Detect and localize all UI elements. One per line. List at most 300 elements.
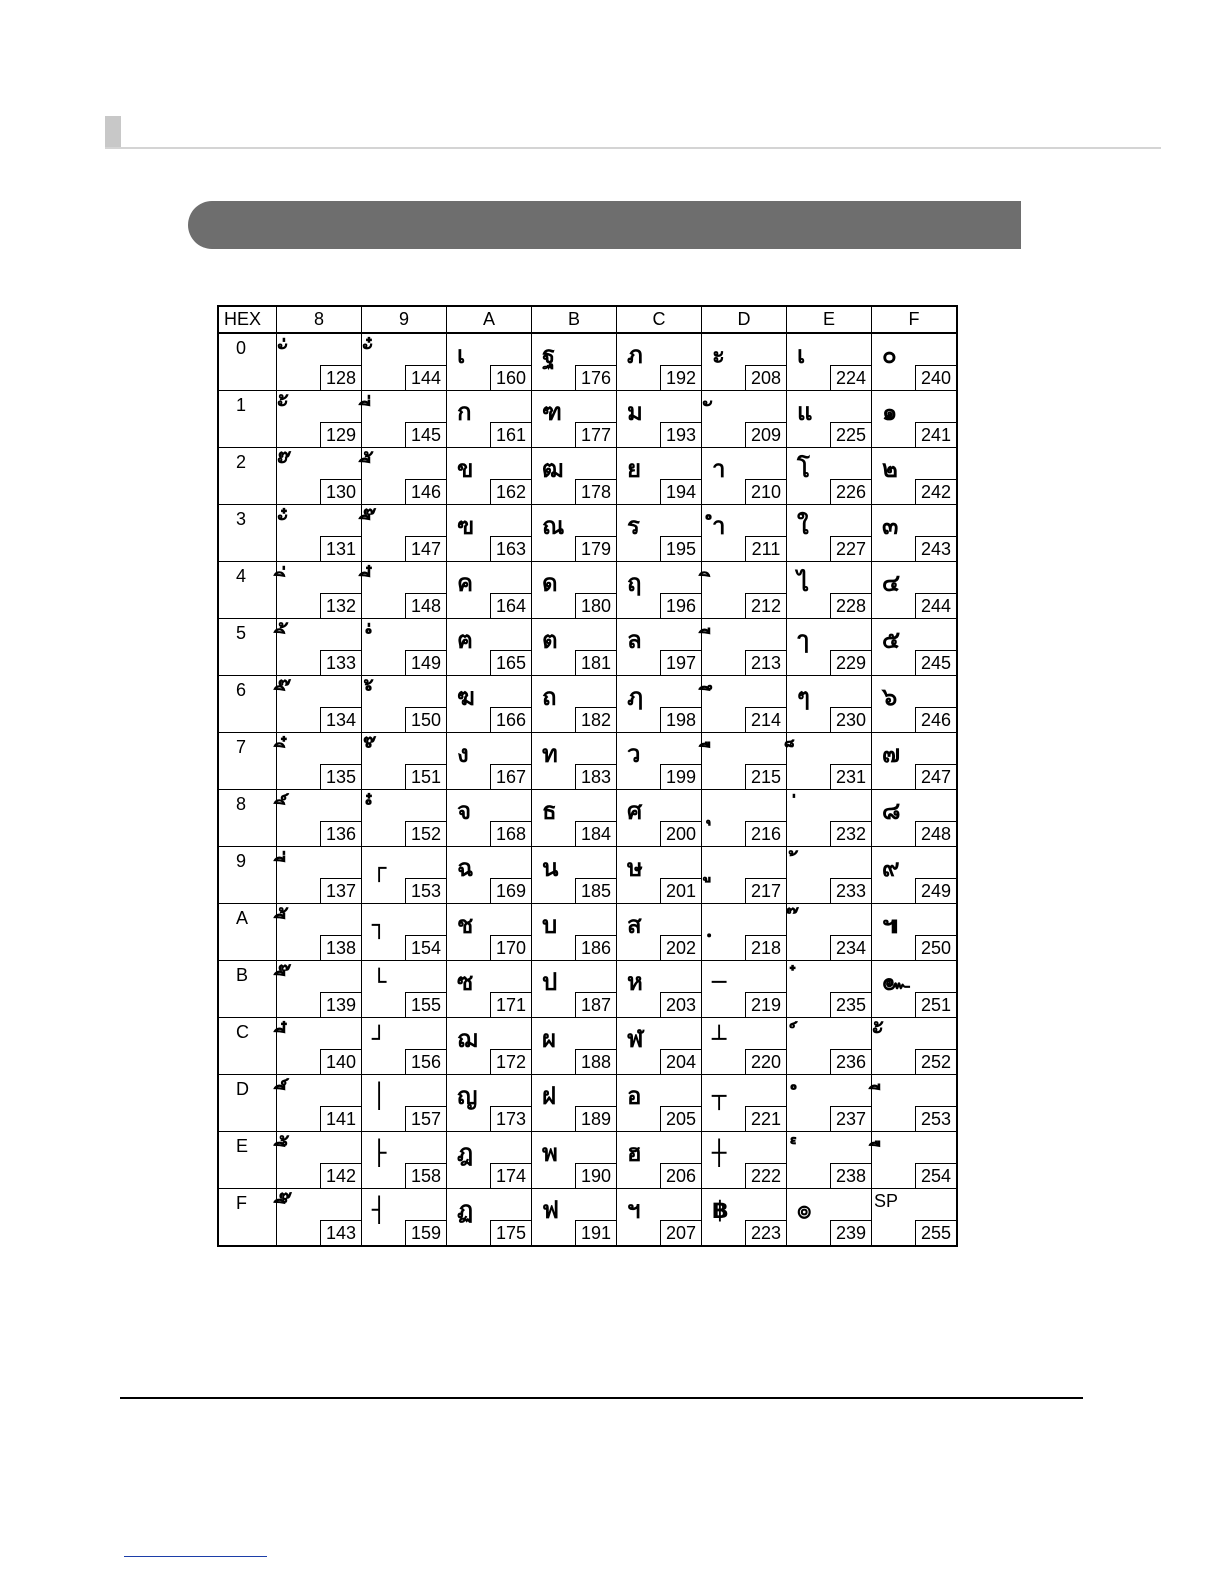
char-cell	[532, 391, 617, 448]
column-header: B	[532, 306, 617, 333]
row-hex-label: C	[218, 1018, 277, 1075]
char-code: 190	[575, 1163, 616, 1188]
char-cell	[532, 961, 617, 1018]
char-cell	[872, 1075, 958, 1132]
char-code: 173	[490, 1106, 531, 1131]
char-code: 211	[745, 536, 786, 561]
char-code: 176	[575, 365, 616, 390]
char-code: 163	[490, 536, 531, 561]
char-glyph: ฎ	[457, 1139, 474, 1167]
char-cell	[447, 676, 532, 733]
char-cell	[617, 904, 702, 961]
char-code: 159	[405, 1220, 446, 1245]
char-cell	[787, 505, 872, 562]
char-glyph: ├	[372, 1139, 387, 1167]
char-code: 171	[490, 992, 531, 1017]
char-cell	[617, 619, 702, 676]
table-row	[218, 391, 957, 448]
char-code: 224	[830, 365, 871, 390]
char-cell	[447, 904, 532, 961]
char-code: 158	[405, 1163, 446, 1188]
char-code: 232	[830, 821, 871, 846]
char-cell	[532, 1189, 617, 1247]
char-code: 203	[660, 992, 701, 1017]
char-cell	[447, 448, 532, 505]
char-code: 165	[490, 650, 531, 675]
char-glyph: ๖	[882, 683, 898, 711]
char-cell	[362, 333, 447, 391]
char-cell	[617, 505, 702, 562]
char-cell	[702, 391, 787, 448]
char-cell	[702, 1018, 787, 1075]
char-cell	[787, 448, 872, 505]
char-code: 129	[320, 422, 361, 447]
char-cell	[362, 562, 447, 619]
row-hex-label: 7	[218, 733, 277, 790]
char-code: 241	[915, 422, 956, 447]
char-glyph: ๒	[882, 455, 898, 483]
row-hex-label: 0	[218, 333, 277, 391]
char-glyph: ศ	[627, 797, 643, 825]
char-cell	[872, 619, 958, 676]
char-cell	[617, 847, 702, 904]
char-glyph: ท	[542, 740, 558, 768]
char-code: 144	[405, 365, 446, 390]
char-glyph: ฬ	[627, 1025, 644, 1053]
char-cell	[532, 1132, 617, 1189]
char-glyph: ร	[627, 512, 640, 540]
char-cell	[362, 1018, 447, 1075]
char-cell	[872, 448, 958, 505]
char-cell	[787, 676, 872, 733]
char-cell	[617, 790, 702, 847]
column-header: D	[702, 306, 787, 333]
char-code: 194	[660, 479, 701, 504]
table-row	[218, 333, 957, 391]
row-hex-label: F	[218, 1189, 277, 1247]
char-cell	[277, 904, 362, 961]
char-glyph: ด	[542, 569, 558, 597]
char-code: 172	[490, 1049, 531, 1074]
char-code: 155	[405, 992, 446, 1017]
char-glyph: ┤	[372, 1196, 387, 1224]
section-marker	[105, 116, 121, 148]
char-cell	[617, 1132, 702, 1189]
char-code: 228	[830, 593, 871, 618]
char-glyph: โ	[797, 455, 810, 483]
char-code: 162	[490, 479, 531, 504]
char-cell	[872, 961, 958, 1018]
char-cell	[532, 676, 617, 733]
char-cell	[362, 391, 447, 448]
char-code: 142	[320, 1163, 361, 1188]
char-glyph: ย	[627, 455, 642, 483]
char-cell	[447, 1132, 532, 1189]
char-code: 130	[320, 479, 361, 504]
char-glyph: ก	[457, 398, 472, 426]
char-cell	[617, 733, 702, 790]
char-code: 206	[660, 1163, 701, 1188]
char-cell	[702, 562, 787, 619]
char-glyph: เ	[457, 341, 466, 369]
char-cell	[277, 1018, 362, 1075]
char-cell	[532, 333, 617, 391]
char-cell	[447, 790, 532, 847]
char-glyph: ๚	[882, 911, 899, 939]
char-glyph: ฤ	[627, 569, 642, 597]
char-code: 252	[915, 1049, 956, 1074]
char-cell	[787, 1189, 872, 1247]
char-cell	[702, 904, 787, 961]
char-cell	[787, 1132, 872, 1189]
char-cell	[702, 733, 787, 790]
char-cell	[277, 733, 362, 790]
char-glyph: ๐	[882, 341, 897, 369]
char-glyph: ม	[627, 398, 643, 426]
table-row	[218, 1132, 957, 1189]
char-cell	[702, 1132, 787, 1189]
char-cell	[362, 1132, 447, 1189]
char-glyph: ┬	[712, 1082, 727, 1110]
char-cell	[532, 733, 617, 790]
hex-corner-label: HEX	[218, 306, 277, 333]
char-cell	[447, 847, 532, 904]
char-glyph: ฿	[712, 1196, 729, 1224]
char-glyph: ฒ	[542, 455, 564, 483]
char-glyph: ┘	[372, 1025, 387, 1053]
table-row	[218, 448, 957, 505]
char-cell	[872, 676, 958, 733]
char-glyph: └	[372, 968, 387, 996]
table-row	[218, 733, 957, 790]
char-code: 168	[490, 821, 531, 846]
row-hex-label: A	[218, 904, 277, 961]
char-glyph: ป	[542, 968, 558, 996]
char-code: 255	[915, 1220, 956, 1245]
char-code: 236	[830, 1049, 871, 1074]
char-code: 233	[830, 878, 871, 903]
char-cell	[702, 961, 787, 1018]
char-glyph: ง	[457, 740, 469, 768]
char-cell	[447, 333, 532, 391]
row-hex-label: 8	[218, 790, 277, 847]
row-hex-label: E	[218, 1132, 277, 1189]
char-code: 248	[915, 821, 956, 846]
char-glyph: ๙	[882, 854, 900, 882]
char-cell	[532, 1018, 617, 1075]
char-glyph: ว	[627, 740, 641, 768]
char-code: 250	[915, 935, 956, 960]
char-cell	[872, 505, 958, 562]
char-code: 222	[745, 1163, 786, 1188]
table-row	[218, 1189, 957, 1247]
row-hex-label: 2	[218, 448, 277, 505]
char-glyph: ─	[712, 968, 727, 996]
char-code: 249	[915, 878, 956, 903]
row-hex-label: 1	[218, 391, 277, 448]
char-glyph: ฐ	[542, 341, 556, 369]
char-cell	[447, 1189, 532, 1247]
char-code: 150	[405, 707, 446, 732]
char-glyph: ฅ	[457, 626, 474, 654]
char-code: 180	[575, 593, 616, 618]
char-code: 134	[320, 707, 361, 732]
char-code: 151	[405, 764, 446, 789]
char-cell	[532, 1075, 617, 1132]
char-cell	[702, 1075, 787, 1132]
char-code: 183	[575, 764, 616, 789]
char-glyph: แ	[797, 398, 813, 426]
char-code: 244	[915, 593, 956, 618]
char-glyph: ฟ	[542, 1196, 559, 1224]
char-glyph: ฝ	[542, 1082, 557, 1110]
char-code: 131	[320, 536, 361, 561]
char-cell	[277, 333, 362, 391]
char-cell	[277, 505, 362, 562]
char-code: 214	[745, 707, 786, 732]
row-hex-label: 5	[218, 619, 277, 676]
char-code: 182	[575, 707, 616, 732]
table-row	[218, 961, 957, 1018]
char-cell	[617, 391, 702, 448]
char-cell	[532, 562, 617, 619]
char-code: 141	[320, 1106, 361, 1131]
char-glyph: ๘	[882, 797, 901, 825]
char-cell	[362, 676, 447, 733]
char-glyph: ฮ	[627, 1139, 642, 1167]
char-cell	[362, 448, 447, 505]
char-cell	[872, 790, 958, 847]
char-glyph: ำ	[712, 512, 726, 540]
char-cell	[277, 562, 362, 619]
char-cell	[362, 505, 447, 562]
char-cell	[277, 961, 362, 1018]
char-cell	[447, 391, 532, 448]
char-code: 201	[660, 878, 701, 903]
char-glyph: บ	[542, 911, 558, 939]
char-cell	[362, 904, 447, 961]
char-code: 185	[575, 878, 616, 903]
column-header: 9	[362, 306, 447, 333]
char-code: 152	[405, 821, 446, 846]
char-glyph: ะ	[712, 341, 725, 369]
char-code: 245	[915, 650, 956, 675]
char-code: 247	[915, 764, 956, 789]
char-code: 156	[405, 1049, 446, 1074]
char-code: 166	[490, 707, 531, 732]
char-cell	[277, 1075, 362, 1132]
char-code: 219	[745, 992, 786, 1017]
char-cell	[702, 847, 787, 904]
char-cell	[617, 1018, 702, 1075]
char-cell	[532, 448, 617, 505]
char-code: 191	[575, 1220, 616, 1245]
char-glyph: อ	[627, 1082, 642, 1110]
char-glyph: ┼	[712, 1139, 727, 1167]
row-hex-label: 4	[218, 562, 277, 619]
char-cell	[277, 391, 362, 448]
char-cell	[447, 1018, 532, 1075]
char-code: 186	[575, 935, 616, 960]
char-cell	[617, 1189, 702, 1247]
char-code: 135	[320, 764, 361, 789]
char-cell	[787, 1018, 872, 1075]
table-row	[218, 847, 957, 904]
char-code: 221	[745, 1106, 786, 1131]
char-cell	[702, 1189, 787, 1247]
char-glyph: ๔	[882, 569, 901, 597]
char-glyph: ฦ	[627, 683, 643, 711]
char-glyph: ษ	[627, 854, 643, 882]
char-glyph: ช	[457, 911, 474, 939]
char-cell	[872, 1132, 958, 1189]
table-row	[218, 676, 957, 733]
char-code: 138	[320, 935, 361, 960]
char-glyph: ต	[542, 626, 558, 654]
char-code: 231	[830, 764, 871, 789]
char-code: 146	[405, 479, 446, 504]
char-code: 212	[745, 593, 786, 618]
char-code: 188	[575, 1049, 616, 1074]
char-cell	[787, 847, 872, 904]
column-header: C	[617, 306, 702, 333]
char-cell	[532, 847, 617, 904]
char-code: 210	[745, 479, 786, 504]
column-header: 8	[277, 306, 362, 333]
char-cell	[702, 676, 787, 733]
char-cell	[872, 733, 958, 790]
char-code: 243	[915, 536, 956, 561]
char-code: 215	[745, 764, 786, 789]
char-code: 246	[915, 707, 956, 732]
char-cell	[872, 847, 958, 904]
column-header: A	[447, 306, 532, 333]
char-cell	[787, 961, 872, 1018]
char-cell	[277, 847, 362, 904]
char-code: 187	[575, 992, 616, 1017]
char-glyph: เ	[797, 341, 806, 369]
char-code: 128	[320, 365, 361, 390]
code-page-table	[217, 305, 958, 1247]
char-code: 223	[745, 1220, 786, 1245]
char-code: 218	[745, 935, 786, 960]
char-code: 154	[405, 935, 446, 960]
table-row	[218, 1018, 957, 1075]
char-glyph: ┌	[372, 854, 387, 882]
char-code: 174	[490, 1163, 531, 1188]
char-code: 170	[490, 935, 531, 960]
char-cell	[702, 333, 787, 391]
char-glyph: จ	[457, 797, 472, 825]
char-code: 161	[490, 422, 531, 447]
char-cell	[787, 733, 872, 790]
char-code: 179	[575, 536, 616, 561]
char-glyph: ส	[627, 911, 642, 939]
char-cell	[532, 790, 617, 847]
char-glyph: ญ	[457, 1082, 478, 1110]
char-glyph: ถ	[542, 683, 557, 711]
char-code: 181	[575, 650, 616, 675]
char-cell	[872, 1189, 958, 1247]
char-glyph: ณ	[542, 512, 565, 540]
char-code: 216	[745, 821, 786, 846]
char-code: 197	[660, 650, 701, 675]
char-cell	[787, 333, 872, 391]
char-code: 234	[830, 935, 871, 960]
char-glyph: า	[712, 455, 726, 483]
char-cell	[787, 391, 872, 448]
char-cell	[447, 562, 532, 619]
char-cell	[447, 733, 532, 790]
char-code: 220	[745, 1049, 786, 1074]
char-code: 229	[830, 650, 871, 675]
char-glyph: ๏	[797, 1196, 812, 1224]
column-header: F	[872, 306, 958, 333]
char-cell	[447, 505, 532, 562]
char-code: 207	[660, 1220, 701, 1245]
row-hex-label: D	[218, 1075, 277, 1132]
char-code: 132	[320, 593, 361, 618]
char-cell	[532, 619, 617, 676]
char-code: 189	[575, 1106, 616, 1131]
char-code: 209	[745, 422, 786, 447]
char-cell	[872, 333, 958, 391]
char-glyph: │	[372, 1082, 387, 1110]
char-glyph: ┴	[712, 1025, 727, 1053]
char-code: 204	[660, 1049, 701, 1074]
char-cell	[702, 790, 787, 847]
char-glyph: ๛	[882, 968, 910, 996]
char-code: 199	[660, 764, 701, 789]
char-code: 148	[405, 593, 446, 618]
char-glyph: ห	[627, 968, 643, 996]
char-glyph: ๕	[882, 626, 901, 654]
char-code: 235	[830, 992, 871, 1017]
char-code: 227	[830, 536, 871, 561]
char-code: 205	[660, 1106, 701, 1131]
char-cell	[872, 904, 958, 961]
section-rule	[105, 147, 1161, 149]
footer-link-underline[interactable]	[124, 1556, 267, 1557]
char-code: 145	[405, 422, 446, 447]
char-code: 137	[320, 878, 361, 903]
char-cell	[702, 619, 787, 676]
char-cell	[617, 1075, 702, 1132]
char-code: 167	[490, 764, 531, 789]
char-glyph: ข	[457, 455, 474, 483]
char-cell	[277, 1132, 362, 1189]
char-code: 160	[490, 365, 531, 390]
char-glyph: ผ	[542, 1025, 557, 1053]
char-cell	[787, 619, 872, 676]
char-glyph: ซ	[457, 968, 474, 996]
table-row	[218, 1075, 957, 1132]
char-cell	[872, 562, 958, 619]
char-code: 192	[660, 365, 701, 390]
char-code: 213	[745, 650, 786, 675]
table-row	[218, 790, 957, 847]
char-code: 208	[745, 365, 786, 390]
char-code: 157	[405, 1106, 446, 1131]
header-row	[218, 306, 957, 333]
char-code: 178	[575, 479, 616, 504]
char-glyph: ๅ	[797, 626, 809, 654]
char-code: 153	[405, 878, 446, 903]
char-cell	[277, 790, 362, 847]
char-cell	[872, 391, 958, 448]
char-cell	[277, 448, 362, 505]
char-cell	[362, 790, 447, 847]
